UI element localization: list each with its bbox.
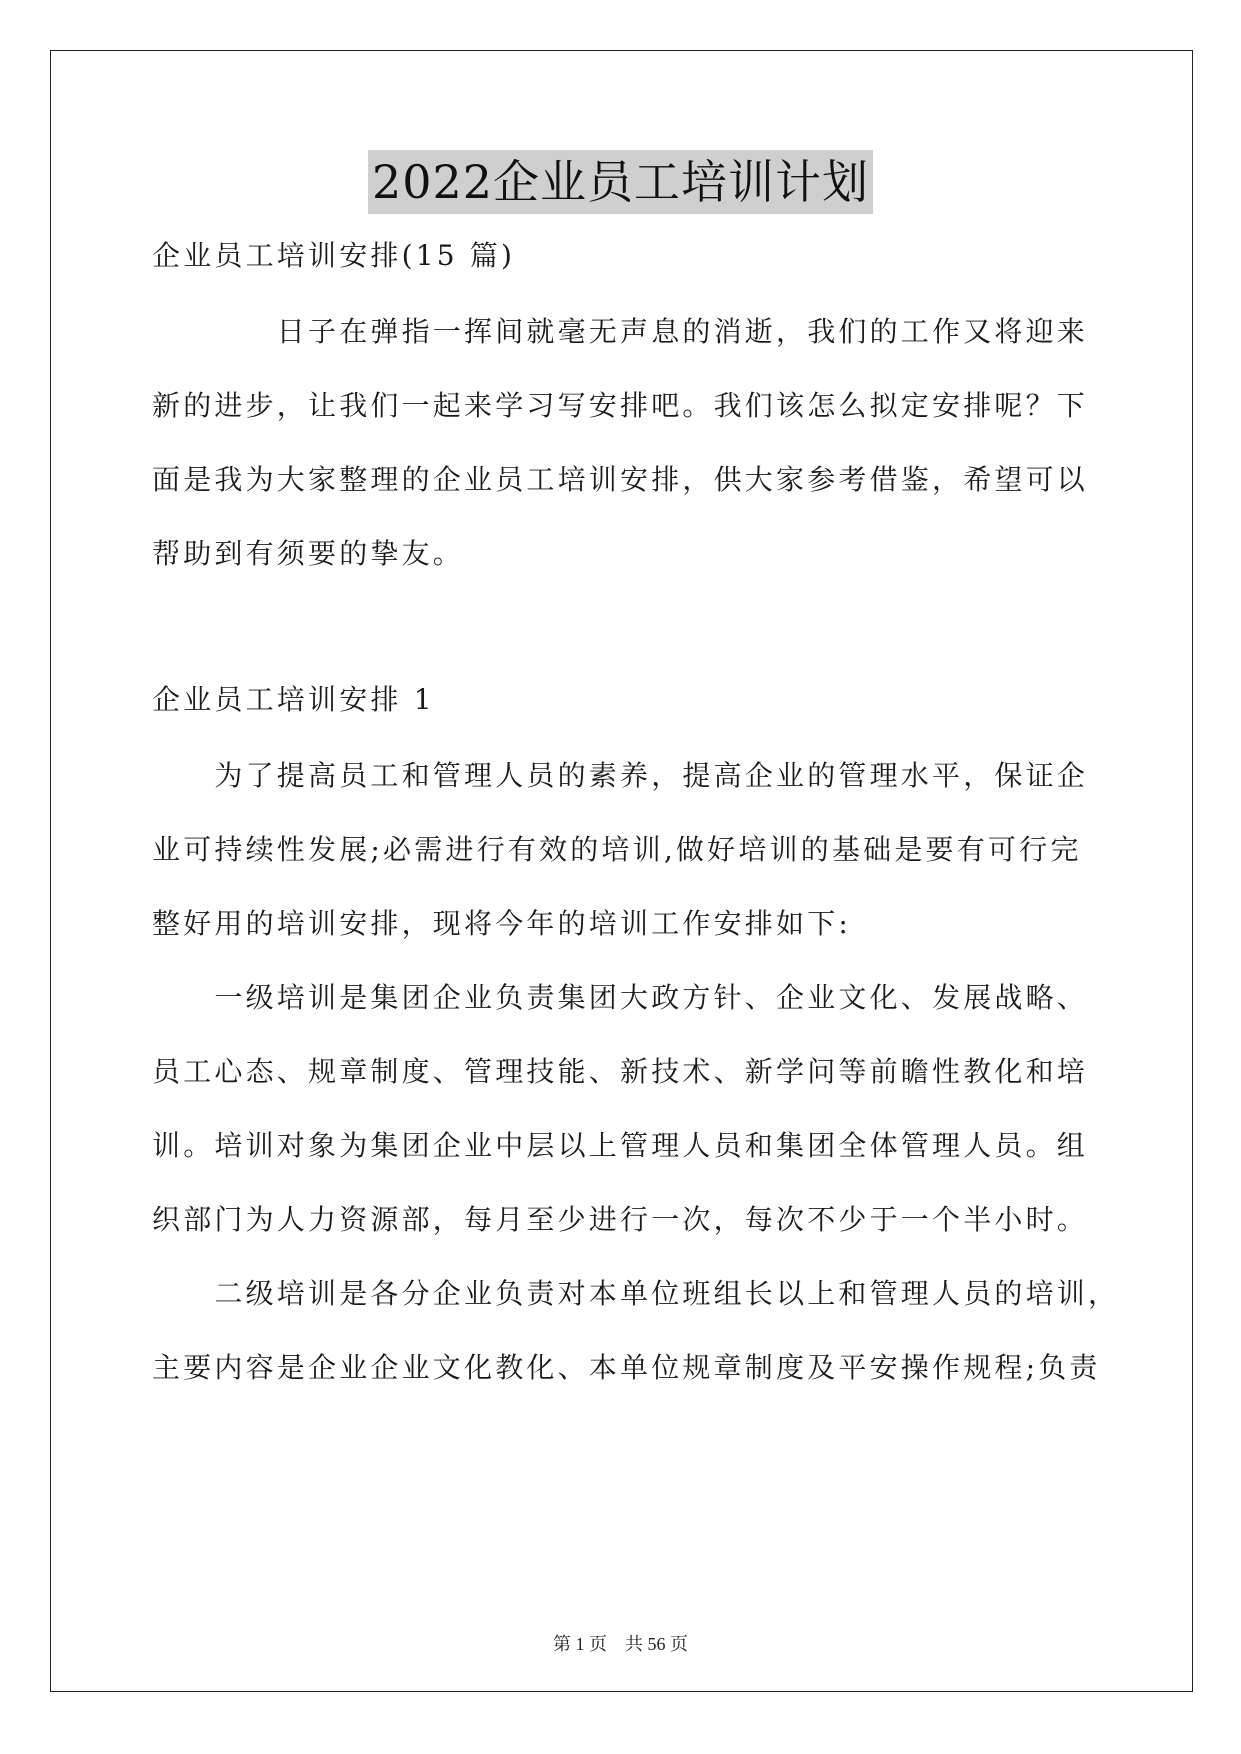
intro-line: 帮助到有须要的挚友。 — [152, 537, 465, 570]
body-line: 主要内容是企业企业文化教化、本单位规章制度及平安操作规程;负责 — [152, 1351, 1101, 1384]
intro-line: 日子在弹指一挥间就毫无声息的消逝，我们的工作又将迎来 — [152, 315, 1089, 348]
document-subtitle: 企业员工培训安排(15 篇) — [152, 239, 516, 272]
body-line: 二级培训是各分企业负责对本单位班组长以上和管理人员的培训， — [152, 1277, 1120, 1310]
page-border — [50, 50, 1193, 1692]
title-container — [0, 150, 1241, 214]
intro-line: 新的进步，让我们一起来学习写安排吧。我们该怎么拟定安排呢？下 — [152, 389, 1089, 422]
body-line: 织部门为人力资源部，每月至少进行一次，每次不少于一个半小时。 — [152, 1203, 1089, 1236]
body-line: 业可持续性发展;必需进行有效的培训,做好培训的基础是要有可行完 — [152, 833, 1082, 866]
section-heading: 企业员工培训安排 1 — [152, 683, 435, 716]
body-line: 整好用的培训安排，现将今年的培训工作安排如下: — [152, 907, 852, 940]
body-line: 一级培训是集团企业负责集团大政方针、企业文化、发展战略、 — [152, 981, 1089, 1014]
body-line: 为了提高员工和管理人员的素养，提高企业的管理水平，保证企 — [152, 759, 1089, 792]
intro-line: 面是我为大家整理的企业员工培训安排，供大家参考借鉴，希望可以 — [152, 463, 1089, 496]
page-number-footer: 第 1 页 共 56 页 — [553, 1634, 688, 1654]
document-title: 2022企业员工培训计划 — [368, 150, 873, 214]
body-line: 员工心态、规章制度、管理技能、新技术、新学问等前瞻性教化和培 — [152, 1055, 1089, 1088]
body-line: 训。培训对象为集团企业中层以上管理人员和集团全体管理人员。组 — [152, 1129, 1089, 1162]
